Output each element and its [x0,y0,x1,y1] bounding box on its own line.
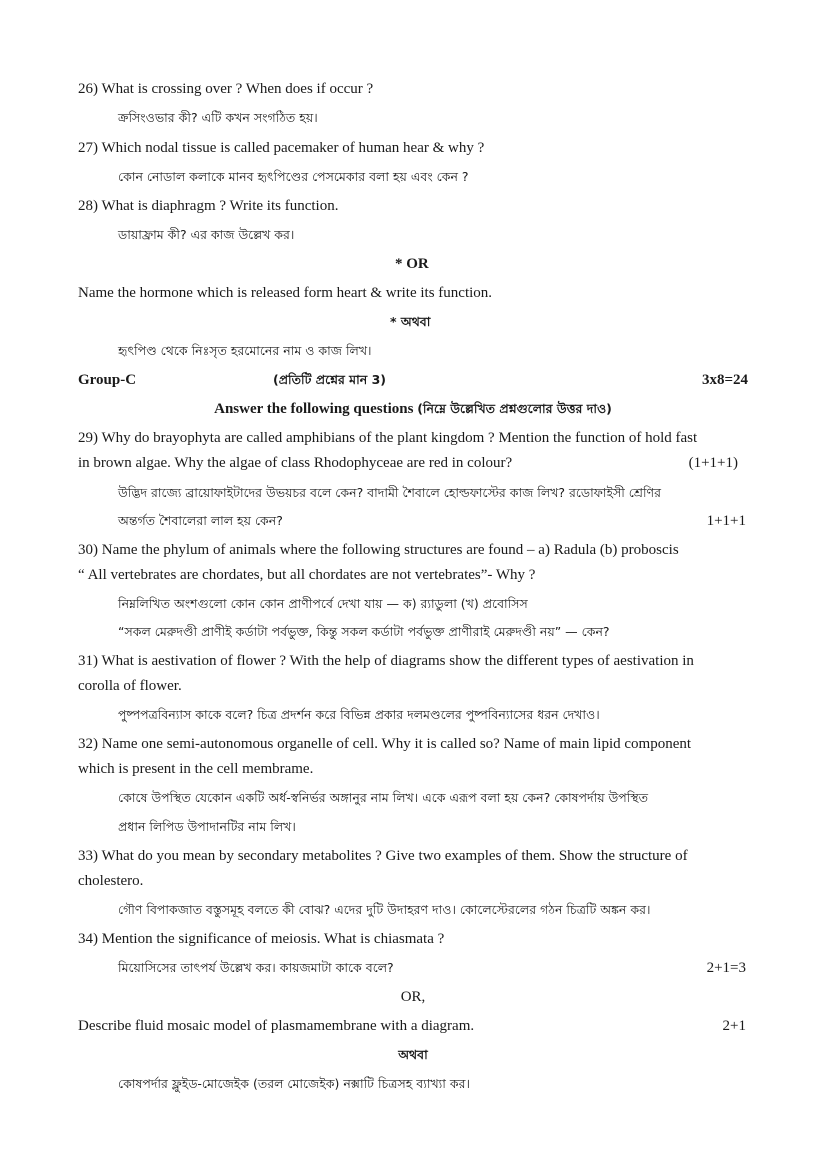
question-28-alternative-bengali: হৃৎপিণ্ড থেকে নিঃসৃত হরমোনের নাম ও কাজ লিখ। [118,343,372,358]
question-28-bengali: ডায়াফ্রাম কী? এর কাজ উল্লেখ কর। [118,227,295,242]
question-34-bengali: মিয়োসিসের তাৎপর্য উল্লেখ কর। কায়জমাটা কাকে বলে? [118,960,394,975]
question-33-bengali: গৌণ বিপাকজাত বস্তুসমূহ বলতে কী বোঝ? এদের দুটি উদাহরণ দাও। কোলেস্টেরলের গঠন চিত্রটি অঙ্কন কর। [118,902,651,917]
question-31-english-line-1: 31) What is aestivation of flower ? With the help of diagrams show the different types of aestivation in [78,653,694,669]
question-29-marks-english: (1+1+1) [688,455,738,471]
question-27-bengali: কোন নোডাল কলাকে মানব হৃৎপিণ্ডের পেসমেকার বলা হয় এবং কেন ? [118,169,469,184]
question-29-english-line-1: 29) Why do brayophyta are called amphibians of the plant kingdom ? Mention the function of hold fast [78,430,698,446]
question-28-alternative-english: Name the hormone which is released form heart & write its function. [78,285,493,301]
group-c-instruction [0,400,826,418]
or-separator-bengali: * অথবা [390,314,431,329]
question-31-english-line-2: corolla of flower. [78,678,182,694]
question-34-alternative-english: Describe fluid mosaic model of plasmamembrane with a diagram. [78,1018,475,1034]
question-33-english-line-1: 33) What do you mean by secondary metabolites ? Give two examples of them. Show the structure of [78,848,688,864]
question-32-bengali-line-2: প্রধান লিপিড উপাদানটির নাম লিখ। [118,819,296,834]
or-separator-english-2: OR, [400,989,426,1005]
question-27-english: 27) Which nodal tissue is called pacemaker of human hear & why ? [78,140,485,156]
question-34-alternative-marks: 2+1 [722,1018,746,1034]
question-34-marks: 2+1=3 [706,960,746,976]
question-30-english-line-2: “ All vertebrates are chordates, but all chordates are not vertebrates”- Why ? [78,567,536,583]
question-33-english-line-2: cholestero. [78,873,144,889]
question-32-english-line-2: which is present in the cell membrame. [78,761,314,777]
question-32-bengali-line-1: কোষে উপস্থিত যেকোন একটি অর্ধ-স্বনির্ভর অঙ্গানুর নাম লিখ। একে এরূপ বলা হয় কেন? কোষপর্দায় উপস্থিত [118,790,648,805]
question-29-bengali-line-2: অন্তর্গত শৈবালেরা লাল হয় কেন? [118,513,283,528]
question-30-bengali-line-2: “সকল মেরুদণ্ডী প্রাণীই কর্ডাটা পর্বভুক্ত, কিন্তু সকল কর্ডাটা পর্বভুক্ত প্রাণীরাই মেরুদণ্ডী নয়” — কেন? [118,624,610,639]
question-28-english: 28) What is diaphragm ? Write its function. [78,198,339,214]
instruction-english: Answer the following questions [214,401,414,417]
group-c-label: Group-C [78,372,137,388]
or-separator-bengali-2: অথবা [398,1047,428,1062]
question-26-english: 26) What is crossing over ? When does if occur ? [78,81,374,97]
group-c-total-marks: 3x8=24 [701,372,748,388]
instruction-bengali: (নিম্নে উল্লেখিত প্রশ্নগুলোর উত্তর দাও) [417,401,612,416]
or-separator-english: * OR [395,256,429,272]
question-30-bengali-line-1: নিম্নলিখিত অংশগুলো কোন কোন প্রাণীপর্বে দেখা যায় — ক) র‍্যাডুলা (খ) প্রবোসিস [118,596,528,611]
question-30-english-line-1: 30) Name the phylum of animals where the following structures are found – a) Radula (b) proboscis [78,542,679,558]
question-29-marks-bengali: 1+1+1 [706,513,746,529]
question-29-english-line-2: in brown algae. Why the algae of class Rhodophyceae are red in colour? [78,455,513,471]
question-29-bengali-line-1: উদ্ভিদ রাজ্যে ব্রায়োফাইটাদের উভয়চর বলে কেন? বাদামী শৈবালে হোল্ডফাস্টের কাজ লিখ? রডোফাইসী শ্রেণির [118,485,661,500]
question-34-alternative-bengali: কোষপর্দার ফ্লুইড-মোজেইক (তরল মোজেইক) নক্সাটি চিত্রসহ ব্যাখ্যা কর। [118,1076,470,1091]
question-32-english-line-1: 32) Name one semi-autonomous organelle of cell. Why it is called so? Name of main lipid component [78,736,692,752]
question-31-bengali: পুষ্পপত্রবিন্যাস কাকে বলে? চিত্র প্রদর্শন করে বিভিন্ন প্রকার দলমণ্ডলের পুষ্পবিন্যাসের ধরন দেখাও। [118,707,600,722]
question-26-bengali: ক্রসিংওভার কী? এটি কখন সংগঠিত হয়। [118,110,318,125]
group-c-marks-note: (প্রতিটি প্রশ্নের মান 3) [273,372,386,387]
question-34-english: 34) Mention the significance of meiosis. What is chiasmata ? [78,931,445,947]
